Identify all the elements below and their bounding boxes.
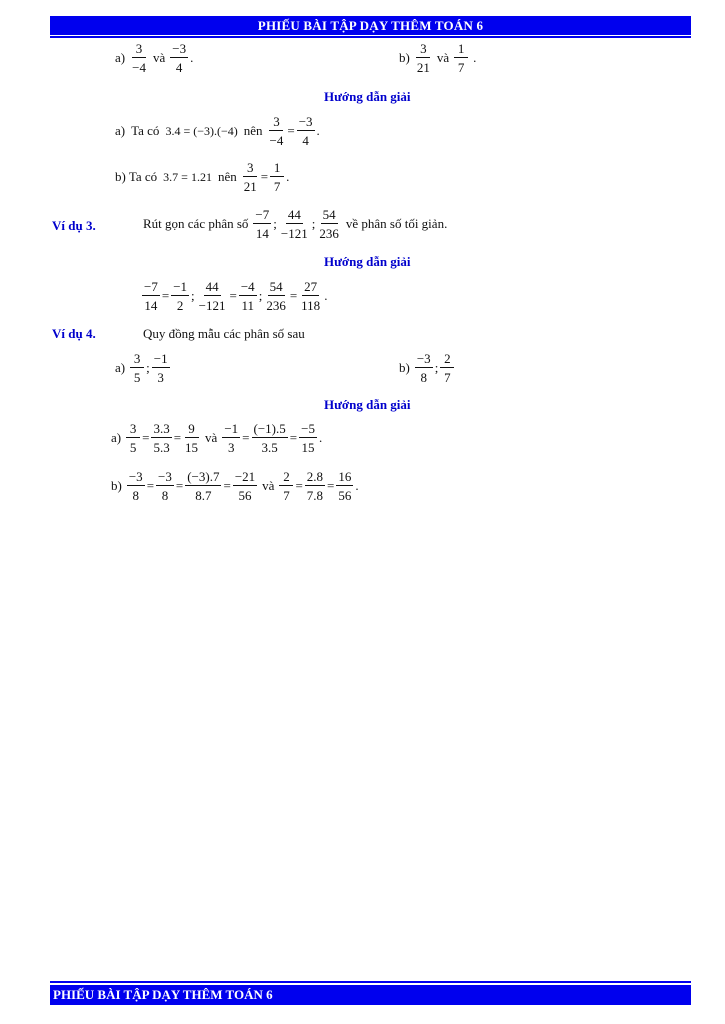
example-3-label: Ví dụ 3. xyxy=(52,218,96,233)
conjunction: và xyxy=(436,50,450,65)
fraction xyxy=(156,470,174,502)
part-label: b) xyxy=(399,50,410,65)
denominator: 3.5 xyxy=(261,440,278,455)
fraction xyxy=(242,161,259,193)
denominator: 5.3 xyxy=(153,440,170,455)
fraction xyxy=(264,280,288,312)
ex4-solution-a xyxy=(108,422,322,454)
denominator: −121 xyxy=(280,226,308,241)
example-4-prompt xyxy=(140,326,308,342)
numerator: 3 xyxy=(269,115,283,131)
fraction xyxy=(270,161,284,193)
equals: = xyxy=(146,478,155,493)
denominator: 3 xyxy=(228,440,235,455)
part-label: a) xyxy=(115,360,126,375)
numerator: (−1).5 xyxy=(253,421,286,436)
numerator: 54 xyxy=(322,207,336,222)
equals: = xyxy=(175,478,184,493)
denominator: 21 xyxy=(243,179,257,194)
denominator: −4 xyxy=(269,133,284,148)
punct: . xyxy=(286,169,290,184)
text: Quy đồng mẫu các phân số sau xyxy=(143,326,305,341)
page-footer xyxy=(50,985,691,1005)
separator: ; xyxy=(146,360,150,375)
page-header xyxy=(50,16,691,35)
header-title: PHIẾU BÀI TẬP DẠY THÊM TOÁN 6 xyxy=(257,18,484,33)
example-4-label: Ví dụ 4. xyxy=(52,326,96,341)
fraction xyxy=(197,280,228,312)
solution-heading: Hướng dẫn giải xyxy=(324,89,411,104)
equals: = xyxy=(161,288,170,303)
punct: . xyxy=(473,50,477,65)
fraction xyxy=(239,280,257,312)
part-label: a) xyxy=(115,123,126,138)
fraction xyxy=(454,42,468,74)
numerator: (−3).7 xyxy=(187,469,220,484)
equals: = xyxy=(327,478,335,493)
footer-title: PHIẾU BÀI TẬP DẠY THÊM TOÁN 6 xyxy=(53,987,273,1002)
denominator: −4 xyxy=(132,60,146,75)
separator: ; xyxy=(191,288,195,303)
fraction xyxy=(130,352,144,384)
denominator: 5 xyxy=(133,370,141,385)
text: về phân số tối giản. xyxy=(345,216,448,231)
denominator: 14 xyxy=(144,298,158,313)
conjunction: và xyxy=(152,50,166,65)
denominator: 236 xyxy=(319,226,339,241)
example-3-solution xyxy=(140,280,327,312)
separator: ; xyxy=(258,288,263,303)
equals: = xyxy=(229,288,237,303)
equals: = xyxy=(295,478,303,493)
equals: = xyxy=(287,123,295,138)
fraction xyxy=(126,422,140,454)
numerator: −7 xyxy=(255,207,270,222)
numerator: 1 xyxy=(454,42,468,58)
fraction xyxy=(171,280,189,312)
equals: = xyxy=(242,430,250,445)
punct: . xyxy=(190,50,194,65)
fraction xyxy=(183,422,200,454)
fraction xyxy=(415,42,432,74)
part-label: a) xyxy=(111,430,122,445)
solution-heading: Hướng dẫn giải xyxy=(324,254,411,269)
fraction xyxy=(279,208,310,240)
conjunction: và xyxy=(262,478,275,493)
fraction xyxy=(252,422,288,454)
expression: 3.7 = 1.21 xyxy=(163,169,212,184)
numerator: 2 xyxy=(279,470,293,486)
denominator: 56 xyxy=(238,488,252,503)
part-label: a) xyxy=(115,50,126,65)
denominator: 7 xyxy=(273,179,281,194)
numerator: −7 xyxy=(144,279,158,294)
ex4-solution-b xyxy=(108,470,359,502)
denominator: 21 xyxy=(416,60,430,75)
denominator: 7 xyxy=(457,60,465,75)
part-label: b) Ta có xyxy=(115,169,158,184)
punct: . xyxy=(318,430,323,445)
denominator: −121 xyxy=(198,298,226,313)
numerator: −1 xyxy=(173,279,188,294)
part-label: b) xyxy=(399,360,410,375)
numerator: −5 xyxy=(301,421,315,436)
text: Ta có xyxy=(131,123,160,138)
fraction xyxy=(222,422,240,454)
numerator: 44 xyxy=(287,207,301,222)
fraction xyxy=(268,115,286,147)
equals: = xyxy=(260,169,269,184)
fraction xyxy=(185,470,221,502)
fraction xyxy=(305,470,325,502)
denominator: 14 xyxy=(255,226,269,241)
equals: = xyxy=(142,430,150,445)
numerator: −3 xyxy=(172,41,187,56)
separator: ; xyxy=(311,216,316,231)
numerator: 2 xyxy=(440,352,454,368)
denominator: 56 xyxy=(338,488,352,503)
numerator: 9 xyxy=(185,422,199,438)
equals: = xyxy=(289,288,298,303)
denominator: 4 xyxy=(175,60,183,75)
text: nên xyxy=(217,169,237,184)
ex2-solution-a xyxy=(112,115,320,147)
fraction xyxy=(440,352,454,384)
denominator: 7 xyxy=(283,488,290,503)
conjunction: và xyxy=(205,430,218,445)
fraction xyxy=(130,42,148,74)
numerator: −3 xyxy=(298,114,313,129)
numerator: 27 xyxy=(304,279,318,294)
numerator: −3 xyxy=(416,351,431,366)
fraction xyxy=(253,208,271,240)
text: Rút gọn các phân số xyxy=(143,216,249,231)
fraction xyxy=(297,115,315,147)
denominator: 8.7 xyxy=(195,488,212,503)
denominator: 7.8 xyxy=(306,488,324,503)
numerator: 3.3 xyxy=(153,421,170,436)
example-3-prompt xyxy=(140,208,450,240)
fraction xyxy=(299,422,317,454)
expression: 3.4 = (−3).(−4) xyxy=(165,123,238,138)
punct: . xyxy=(324,288,328,303)
ex2-part-b xyxy=(396,42,479,74)
footer-rule xyxy=(50,981,691,983)
separator: ; xyxy=(273,216,277,231)
numerator: −3 xyxy=(158,469,172,484)
denominator: 15 xyxy=(301,440,315,455)
denominator: 4 xyxy=(302,133,309,148)
numerator: −1 xyxy=(153,351,168,366)
denominator: 8 xyxy=(161,488,169,503)
numerator: −4 xyxy=(240,279,255,294)
numerator: 3 xyxy=(130,352,144,368)
solution-heading: Hướng dẫn giải xyxy=(324,397,411,412)
ex4-part-a xyxy=(112,352,172,384)
fraction xyxy=(299,280,322,312)
fraction xyxy=(170,42,188,74)
denominator: 7 xyxy=(444,370,451,385)
denominator: 8 xyxy=(420,370,428,385)
equals: = xyxy=(223,478,231,493)
separator: ; xyxy=(434,360,439,375)
equals: = xyxy=(173,430,182,445)
ex2-part-a xyxy=(112,42,193,74)
denominator: 118 xyxy=(301,298,321,313)
part-label: b) xyxy=(111,478,122,493)
numerator: −3 xyxy=(128,469,143,484)
denominator: 2 xyxy=(176,298,184,313)
ex4-part-b xyxy=(396,352,456,384)
denominator: 15 xyxy=(185,440,199,455)
numerator: 3 xyxy=(132,42,146,58)
fraction xyxy=(142,280,160,312)
denominator: 8 xyxy=(132,488,140,503)
fraction xyxy=(317,208,341,240)
numerator: 2.8 xyxy=(306,469,324,484)
numerator: 1 xyxy=(270,161,284,177)
equals: = xyxy=(289,430,298,445)
numerator: 44 xyxy=(205,279,219,294)
fraction xyxy=(152,352,170,384)
numerator: 3 xyxy=(126,422,140,438)
denominator: 236 xyxy=(266,298,286,313)
denominator: 5 xyxy=(129,440,137,455)
punct: . xyxy=(316,123,320,138)
fraction xyxy=(233,470,257,502)
text: nên xyxy=(243,123,263,138)
numerator: −21 xyxy=(234,469,256,484)
denominator: 3 xyxy=(157,370,164,385)
numerator: 16 xyxy=(338,469,352,484)
ex2-solution-b xyxy=(112,161,289,193)
fraction xyxy=(415,352,433,384)
header-rule xyxy=(50,36,691,38)
numerator: 3 xyxy=(243,161,257,177)
numerator: 3 xyxy=(416,42,430,58)
numerator: 54 xyxy=(269,279,283,294)
denominator: 11 xyxy=(241,298,255,313)
fraction xyxy=(127,470,145,502)
punct: . xyxy=(355,478,359,493)
fraction xyxy=(151,422,171,454)
numerator: −1 xyxy=(224,421,239,436)
fraction xyxy=(336,470,353,502)
fraction xyxy=(279,470,293,502)
